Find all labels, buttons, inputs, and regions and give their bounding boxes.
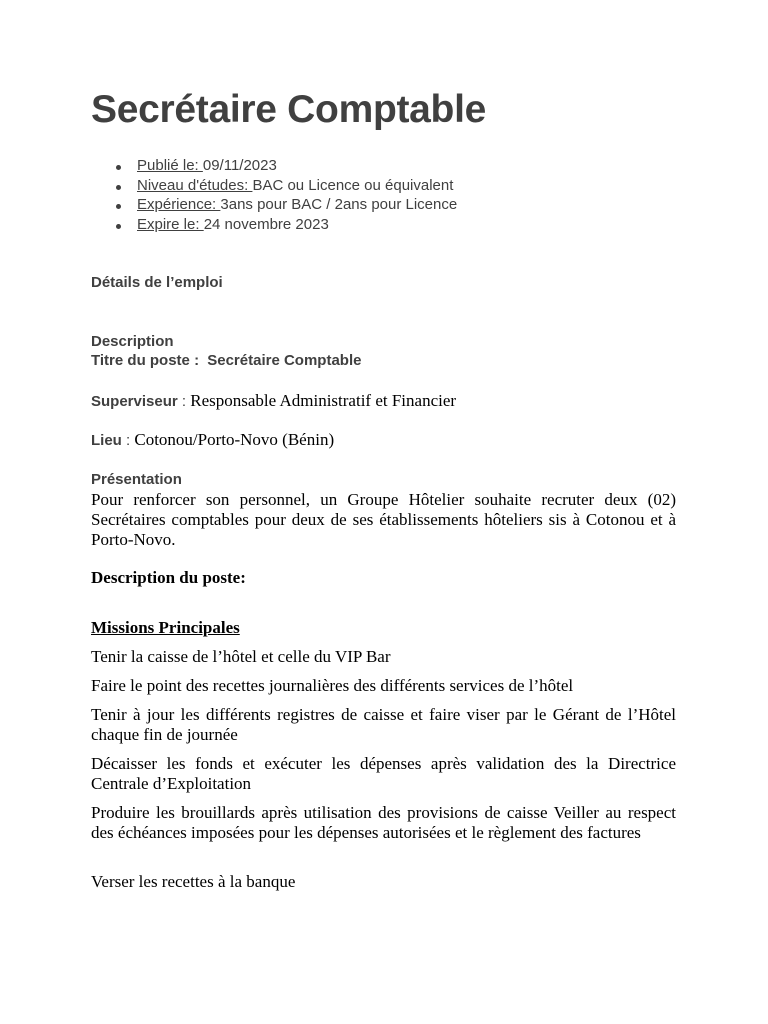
presentation-text: Pour renforcer son personnel, un Groupe Hôtelier souhaite recruter deux (02) Secrétaires comptables pour deux de ses établissements hôteliers sis à Cotonou et à Porto-Novo. xyxy=(91,490,676,549)
presentation-heading: Présentation xyxy=(91,471,182,488)
mission-item: Produire les brouillards après utilisation des provisions de caisse Veiller au respect des échéances imposées pour les dépenses autorisées et le règlement des factures xyxy=(91,803,676,842)
job-title-row xyxy=(91,352,361,370)
page-title: Secrétaire Comptable xyxy=(91,88,486,131)
mission-item: Faire le point des recettes journalières des différents services de l’hôtel xyxy=(91,676,574,695)
expires-label: Expire le: xyxy=(137,215,204,233)
experience-value: 3ans pour BAC / 2ans pour Licence xyxy=(220,196,458,213)
expires-value: 24 novembre 2023 xyxy=(203,215,329,233)
experience-label: Expérience: xyxy=(137,196,221,213)
job-meta-list xyxy=(111,156,457,234)
meta-expires xyxy=(111,215,457,235)
job-title-label: Titre du poste : xyxy=(91,352,204,369)
location-row xyxy=(91,430,334,450)
job-description-heading: Description du poste: xyxy=(91,568,246,587)
supervisor-label: Superviseur xyxy=(91,393,178,410)
published-value: 09/11/2023 xyxy=(202,157,277,174)
meta-education-level xyxy=(111,176,457,196)
location-sep: : xyxy=(121,432,135,449)
mission-item: Décaisser les fonds et exécuter les dépenses après validation des la Directrice Centrale d’Exploitation xyxy=(91,754,676,793)
details-heading: Détails de l’emploi xyxy=(91,274,223,291)
location-value: Cotonou/Porto-Novo (Bénin) xyxy=(134,430,335,449)
published-label: Publié le: xyxy=(137,157,203,174)
mission-item: Tenir à jour les différents registres de caisse et faire viser par le Gérant de l’Hôtel chaque fin de journée xyxy=(91,705,676,744)
level-label: Niveau d'études: xyxy=(137,176,253,194)
meta-experience xyxy=(111,195,457,215)
level-value: BAC ou Licence ou équivalent xyxy=(252,176,454,194)
location-label: Lieu xyxy=(91,432,122,449)
supervisor-sep: : xyxy=(177,393,191,410)
supervisor-value: Responsable Administratif et Financier xyxy=(190,391,457,410)
missions-heading: Missions Principales xyxy=(91,618,240,637)
supervisor-row xyxy=(91,391,456,411)
mission-item: Tenir la caisse de l’hôtel et celle du VIP Bar xyxy=(91,647,391,666)
mission-item: Verser les recettes à la banque xyxy=(91,872,296,891)
description-heading: Description xyxy=(91,333,174,350)
job-title-value: Secrétaire Comptable xyxy=(207,352,362,369)
meta-published xyxy=(111,156,457,176)
